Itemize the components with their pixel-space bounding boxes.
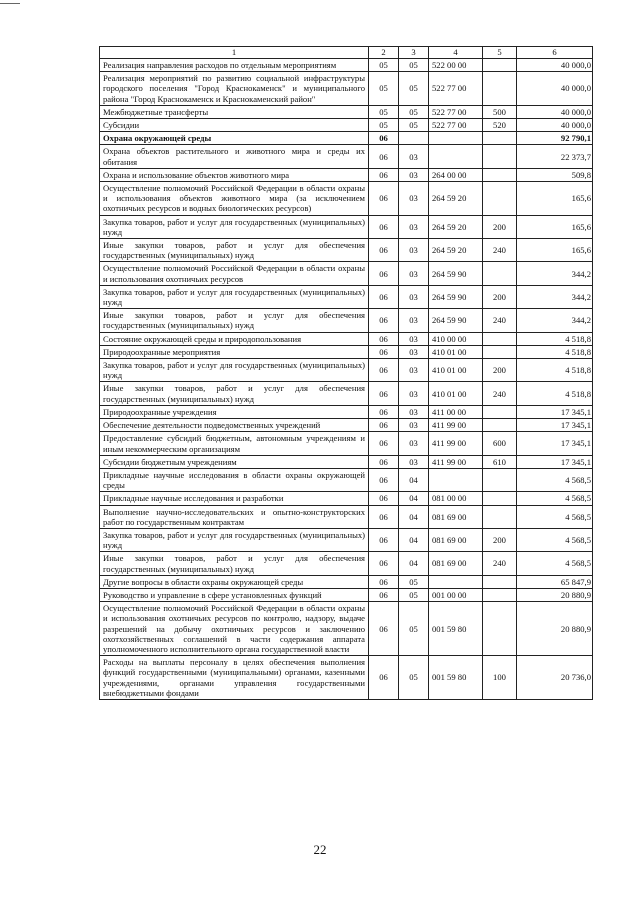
cell-subsection: 04: [399, 552, 429, 575]
cell-name: Иные закупки товаров, работ и услуг для обеспечения государственных (муниципальных) нужд: [100, 239, 369, 262]
cell-amount: 344,2: [517, 309, 593, 332]
cell-name: Межбюджетные трансферты: [100, 105, 369, 118]
budget-table: [99, 46, 593, 700]
cell-section: 06: [369, 575, 399, 588]
cell-subsection: 03: [399, 239, 429, 262]
cell-section: 06: [369, 309, 399, 332]
cell-amount: 20 736,0: [517, 656, 593, 700]
cell-amount: 17 345,1: [517, 455, 593, 468]
table-row: [100, 215, 593, 238]
cell-section: 06: [369, 505, 399, 528]
table-row: [100, 105, 593, 118]
cell-target-article: 411 99 00: [429, 419, 483, 432]
cell-subsection: 03: [399, 182, 429, 216]
cell-name: Закупка товаров, работ и услуг для государственных (муниципальных) нужд: [100, 359, 369, 382]
table-row: [100, 656, 593, 700]
header-col-amount: 6: [517, 47, 593, 59]
cell-subsection: 03: [399, 215, 429, 238]
cell-subsection: 03: [399, 382, 429, 405]
cell-expense-type: [483, 132, 517, 145]
cell-expense-type: [483, 588, 517, 601]
cell-subsection: 03: [399, 405, 429, 418]
cell-subsection: 03: [399, 432, 429, 455]
cell-section: 06: [369, 656, 399, 700]
table-body: [100, 59, 593, 700]
cell-target-article: 264 59 90: [429, 309, 483, 332]
cell-name: Природоохранные мероприятия: [100, 345, 369, 358]
table-row: [100, 345, 593, 358]
cell-section: 06: [369, 285, 399, 308]
cell-amount: 17 345,1: [517, 419, 593, 432]
cell-expense-type: [483, 419, 517, 432]
cell-section: 06: [369, 215, 399, 238]
cell-expense-type: [483, 405, 517, 418]
header-col-prz: 3: [399, 47, 429, 59]
cell-name: Руководство и управление в сфере установленных функций: [100, 588, 369, 601]
cell-target-article: [429, 468, 483, 491]
cell-name: Закупка товаров, работ и услуг для государственных (муниципальных) нужд: [100, 285, 369, 308]
cell-amount: 17 345,1: [517, 405, 593, 418]
table-row: [100, 72, 593, 106]
cell-subsection: [399, 132, 429, 145]
table-row: [100, 262, 593, 285]
cell-target-article: 410 00 00: [429, 332, 483, 345]
cell-name: Другие вопросы в области охраны окружающей среды: [100, 575, 369, 588]
cell-target-article: 410 01 00: [429, 359, 483, 382]
cell-subsection: 05: [399, 588, 429, 601]
table-row: [100, 145, 593, 168]
cell-subsection: 04: [399, 468, 429, 491]
cell-expense-type: 240: [483, 239, 517, 262]
cell-name: Реализация направления расходов по отдельным мероприятиям: [100, 59, 369, 72]
cell-name: Закупка товаров, работ и услуг для государственных (муниципальных) нужд: [100, 528, 369, 551]
cell-subsection: 04: [399, 505, 429, 528]
cell-amount: 40 000,0: [517, 105, 593, 118]
cell-name: Состояние окружающей среды и природопользования: [100, 332, 369, 345]
table-row: [100, 59, 593, 72]
cell-expense-type: [483, 72, 517, 106]
table-row: [100, 505, 593, 528]
table-row: [100, 528, 593, 551]
table-row: [100, 419, 593, 432]
cell-section: 05: [369, 59, 399, 72]
table-row: [100, 119, 593, 132]
cell-subsection: 05: [399, 602, 429, 656]
cell-name: Субсидии бюджетным учреждениям: [100, 455, 369, 468]
cell-amount: 4 568,5: [517, 552, 593, 575]
cell-expense-type: 200: [483, 528, 517, 551]
cell-amount: 344,2: [517, 285, 593, 308]
cell-section: 06: [369, 382, 399, 405]
cell-section: 06: [369, 419, 399, 432]
cell-section: 06: [369, 332, 399, 345]
cell-subsection: 03: [399, 359, 429, 382]
cell-expense-type: [483, 602, 517, 656]
cell-name: Закупка товаров, работ и услуг для государственных (муниципальных) нужд: [100, 215, 369, 238]
cell-target-article: 264 59 20: [429, 239, 483, 262]
cell-target-article: 522 77 00: [429, 105, 483, 118]
cell-expense-type: [483, 468, 517, 491]
cell-target-article: 081 00 00: [429, 492, 483, 505]
cell-name: Предоставление субсидий бюджетным, автономным учреждениям и иным некоммерческим организациям: [100, 432, 369, 455]
cell-subsection: 05: [399, 119, 429, 132]
cell-name: Реализация мероприятий по развитию социальной инфраструктуры городского поселения "Город Краснокаменск" и муниципального района "Город Краснокаменск и Краснокаменский район": [100, 72, 369, 106]
cell-expense-type: [483, 145, 517, 168]
cell-target-article: 264 59 20: [429, 215, 483, 238]
cell-expense-type: 100: [483, 656, 517, 700]
cell-section: 06: [369, 239, 399, 262]
cell-section: 06: [369, 168, 399, 181]
cell-section: 06: [369, 492, 399, 505]
cell-section: 06: [369, 455, 399, 468]
cell-target-article: 411 99 00: [429, 432, 483, 455]
cell-section: 06: [369, 145, 399, 168]
cell-name: Выполнение научно-исследовательских и опытно-конструкторских работ по государственным контрактам: [100, 505, 369, 528]
cell-name: Расходы на выплаты персоналу в целях обеспечения выполнения функций государственными (муниципальными) органами, казенными учреждениями, органами управления государственными внебюджетными фондами: [100, 656, 369, 700]
cell-amount: 4 568,5: [517, 492, 593, 505]
header-col-csr: 4: [429, 47, 483, 59]
cell-section: 05: [369, 72, 399, 106]
cell-amount: 165,6: [517, 182, 593, 216]
table-row: [100, 309, 593, 332]
cell-target-article: 522 77 00: [429, 72, 483, 106]
cell-expense-type: 610: [483, 455, 517, 468]
cell-subsection: 04: [399, 492, 429, 505]
cell-target-article: 001 00 00: [429, 588, 483, 601]
cell-amount: 65 847,9: [517, 575, 593, 588]
cell-section: 06: [369, 262, 399, 285]
table-row: [100, 182, 593, 216]
cell-section: 06: [369, 182, 399, 216]
table-row: [100, 332, 593, 345]
table-row: [100, 575, 593, 588]
table-row: [100, 132, 593, 145]
page-number: 22: [313, 842, 327, 857]
table-row: [100, 359, 593, 382]
cell-name: Охрана и использование объектов животного мира: [100, 168, 369, 181]
cell-target-article: 522 00 00: [429, 59, 483, 72]
cell-section: 06: [369, 345, 399, 358]
cell-amount: 4 568,5: [517, 468, 593, 491]
cell-expense-type: 600: [483, 432, 517, 455]
cell-expense-type: 200: [483, 215, 517, 238]
cell-target-article: [429, 575, 483, 588]
header-col-vr: 5: [483, 47, 517, 59]
cell-amount: 40 000,0: [517, 59, 593, 72]
scan-corner-mark: [0, 3, 20, 4]
cell-expense-type: 520: [483, 119, 517, 132]
table-row: [100, 588, 593, 601]
cell-amount: 92 790,1: [517, 132, 593, 145]
cell-name: Охрана окружающей среды: [100, 132, 369, 145]
cell-subsection: 03: [399, 332, 429, 345]
cell-name: Прикладные научные исследования и разработки: [100, 492, 369, 505]
cell-name: Осуществление полномочий Российской Федерации в области охраны и использования охотничьих ресурсов по контролю, надзору, выдаче разрешений на добычу охотничьих ресурсов и заключению охотхозяйственных соглашений в части содержания аппарата уполномоченного исполнительного органа государственной власти: [100, 602, 369, 656]
cell-amount: 4 518,8: [517, 359, 593, 382]
cell-amount: 40 000,0: [517, 119, 593, 132]
cell-amount: 4 568,5: [517, 528, 593, 551]
cell-expense-type: 200: [483, 285, 517, 308]
header-row: [100, 47, 593, 59]
cell-section: 06: [369, 405, 399, 418]
cell-subsection: 03: [399, 345, 429, 358]
cell-amount: 40 000,0: [517, 72, 593, 106]
cell-target-article: 411 00 00: [429, 405, 483, 418]
cell-name: Осуществление полномочий Российской Федерации в области охраны и использования объектов животного мира (за исключением охотничьих ресурсов и водных биологических ресурсов): [100, 182, 369, 216]
cell-name: Иные закупки товаров, работ и услуг для обеспечения государственных (муниципальных) нужд: [100, 552, 369, 575]
cell-target-article: [429, 132, 483, 145]
cell-subsection: 03: [399, 455, 429, 468]
cell-target-article: 081 69 00: [429, 552, 483, 575]
header-col-name: 1: [100, 47, 369, 59]
cell-name: Обеспечение деятельности подведомственных учреждений: [100, 419, 369, 432]
table-row: [100, 432, 593, 455]
cell-subsection: 03: [399, 262, 429, 285]
cell-expense-type: [483, 492, 517, 505]
table-row: [100, 602, 593, 656]
cell-target-article: 410 01 00: [429, 382, 483, 405]
cell-section: 06: [369, 602, 399, 656]
cell-target-article: [429, 145, 483, 168]
table-row: [100, 382, 593, 405]
cell-section: 06: [369, 432, 399, 455]
table-row: [100, 168, 593, 181]
cell-expense-type: 240: [483, 552, 517, 575]
cell-expense-type: 200: [483, 359, 517, 382]
cell-expense-type: [483, 59, 517, 72]
cell-section: 06: [369, 588, 399, 601]
table-row: [100, 455, 593, 468]
cell-target-article: 264 59 90: [429, 285, 483, 308]
cell-amount: 4 518,8: [517, 345, 593, 358]
cell-expense-type: [483, 182, 517, 216]
cell-expense-type: 500: [483, 105, 517, 118]
cell-name: Иные закупки товаров, работ и услуг для обеспечения государственных (муниципальных) нужд: [100, 309, 369, 332]
cell-name: Субсидии: [100, 119, 369, 132]
cell-target-article: 522 77 00: [429, 119, 483, 132]
cell-subsection: 05: [399, 72, 429, 106]
table-row: [100, 492, 593, 505]
cell-expense-type: [483, 345, 517, 358]
cell-expense-type: 240: [483, 309, 517, 332]
cell-target-article: 001 59 80: [429, 602, 483, 656]
table-row: [100, 285, 593, 308]
cell-section: 06: [369, 359, 399, 382]
cell-subsection: 05: [399, 59, 429, 72]
table-row: [100, 239, 593, 262]
cell-amount: 17 345,1: [517, 432, 593, 455]
cell-amount: 22 373,7: [517, 145, 593, 168]
cell-subsection: 03: [399, 168, 429, 181]
cell-expense-type: 240: [483, 382, 517, 405]
cell-section: 05: [369, 119, 399, 132]
cell-subsection: 04: [399, 528, 429, 551]
cell-name: Иные закупки товаров, работ и услуг для обеспечения государственных (муниципальных) нужд: [100, 382, 369, 405]
cell-expense-type: [483, 168, 517, 181]
cell-target-article: 411 99 00: [429, 455, 483, 468]
cell-subsection: 03: [399, 309, 429, 332]
cell-amount: 4 518,8: [517, 382, 593, 405]
cell-target-article: 264 59 90: [429, 262, 483, 285]
table-row: [100, 405, 593, 418]
cell-subsection: 05: [399, 105, 429, 118]
cell-target-article: 264 59 20: [429, 182, 483, 216]
cell-subsection: 03: [399, 285, 429, 308]
cell-subsection: 03: [399, 419, 429, 432]
cell-target-article: 410 01 00: [429, 345, 483, 358]
cell-target-article: 264 00 00: [429, 168, 483, 181]
cell-section: 06: [369, 552, 399, 575]
table-row: [100, 468, 593, 491]
cell-name: Прикладные научные исследования в области охраны окружающей среды: [100, 468, 369, 491]
cell-section: 05: [369, 105, 399, 118]
cell-expense-type: [483, 332, 517, 345]
cell-subsection: 05: [399, 575, 429, 588]
cell-section: 06: [369, 132, 399, 145]
cell-target-article: 081 69 00: [429, 528, 483, 551]
cell-subsection: 03: [399, 145, 429, 168]
cell-section: 06: [369, 468, 399, 491]
cell-name: Осуществление полномочий Российской Федерации в области охраны и использования охотничьих ресурсов: [100, 262, 369, 285]
cell-amount: 509,8: [517, 168, 593, 181]
cell-section: 06: [369, 528, 399, 551]
cell-amount: 20 880,9: [517, 602, 593, 656]
cell-subsection: 05: [399, 656, 429, 700]
table-row: [100, 552, 593, 575]
cell-amount: 344,2: [517, 262, 593, 285]
cell-amount: 165,6: [517, 215, 593, 238]
cell-amount: 20 880,9: [517, 588, 593, 601]
cell-amount: 4 568,5: [517, 505, 593, 528]
cell-expense-type: [483, 262, 517, 285]
cell-target-article: 081 69 00: [429, 505, 483, 528]
header-col-rz: 2: [369, 47, 399, 59]
cell-target-article: 001 59 80: [429, 656, 483, 700]
cell-amount: 165,6: [517, 239, 593, 262]
cell-name: Природоохранные учреждения: [100, 405, 369, 418]
cell-amount: 4 518,8: [517, 332, 593, 345]
cell-name: Охрана объектов растительного и животного мира и среды их обитания: [100, 145, 369, 168]
cell-expense-type: [483, 575, 517, 588]
cell-expense-type: [483, 505, 517, 528]
